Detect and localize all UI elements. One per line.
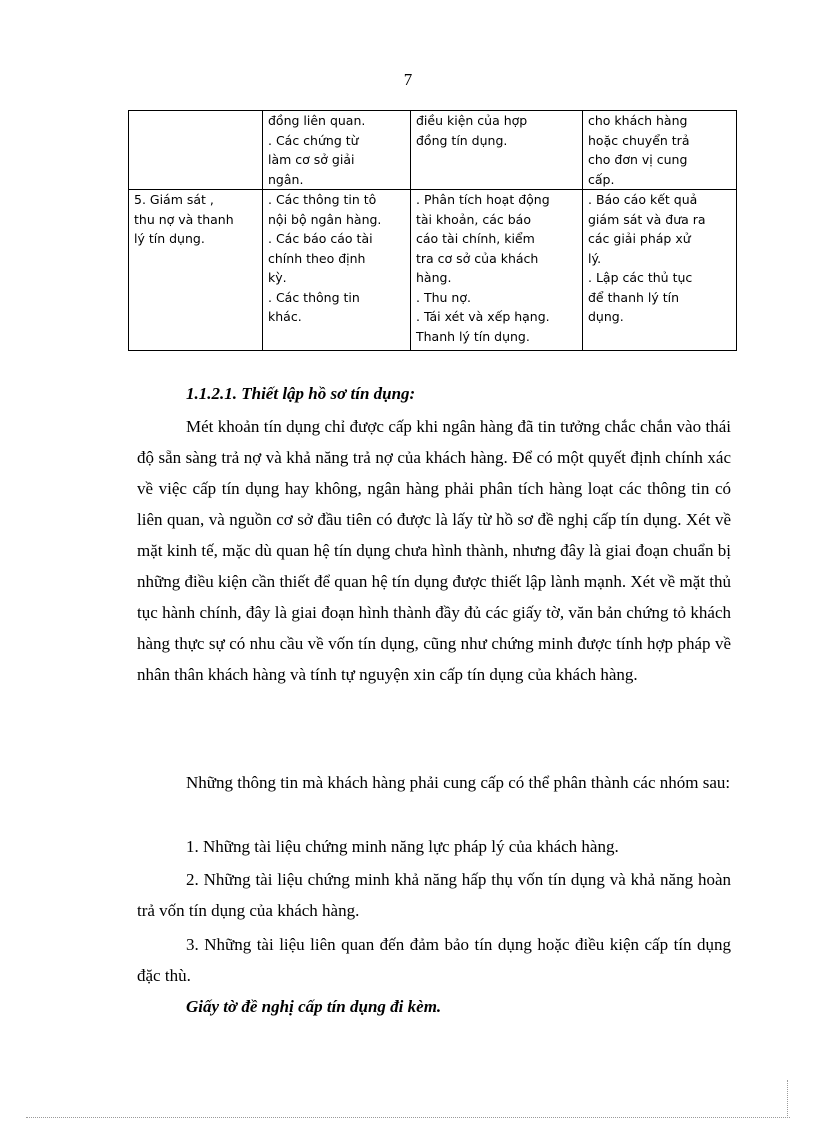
table-cell <box>583 190 737 351</box>
cell-text-line: điều kiện của hợp <box>416 113 528 128</box>
cell-text-line: hàng. <box>416 270 452 285</box>
cell-text-line: chính theo định <box>268 250 366 266</box>
table-cell <box>263 190 411 351</box>
table-row <box>129 190 737 351</box>
cell-text-line: . Các thông tin tô <box>268 192 377 207</box>
list-item-2: 2. Những tài liệu chứng minh khả năng hấp thụ vốn tín dụng và khả năng hoàn trả vốn tín dụng của khách hàng. <box>137 870 731 920</box>
cell-text-line: khác. <box>268 309 302 324</box>
cell-text-line: 5. Giám sát , <box>134 192 214 207</box>
cell-text-line: cho khách hàng <box>588 113 688 128</box>
page-number: 7 <box>403 70 413 89</box>
page-right-border <box>787 1080 788 1118</box>
cell-text-line: cấp. <box>588 171 615 187</box>
cell-text-line: . Các thông tin <box>268 289 360 305</box>
table-cell <box>129 190 263 351</box>
cell-text-line: nội bộ ngân hàng. <box>268 211 382 227</box>
cell-text-line: lý tín dụng. <box>134 231 205 246</box>
cell-text-line: dụng. <box>588 309 624 324</box>
table-cell <box>263 111 411 190</box>
cell-text-line: thu nợ và thanh <box>134 211 234 227</box>
cell-text-line: tài khoản, các báo <box>416 211 531 227</box>
cell-text-line: các giải pháp xử <box>588 231 691 246</box>
cell-text-line: cáo tài chính, kiểm <box>416 231 535 246</box>
cell-text-line: lý. <box>588 250 602 266</box>
cell-text-line: . Thu nợ. <box>416 289 471 305</box>
list-item-1: 1. Những tài liệu chứng minh năng lực pháp lý của khách hàng. <box>186 837 619 856</box>
cell-text-line: giám sát và đưa ra <box>588 211 706 227</box>
paragraph-text: Mét khoản tín dụng chỉ được cấp khi ngân hàng đã tin tưởng chắc chắn vào thái độ sẵn sàng trả nợ và khả năng trả nợ của khách hàng. Để có một quyết định chính xác về việc cấp tín dụng hay không, ngân hàng phải phân tích hàng loạt các thông tin có liên quan, và nguồn cơ sở đầu tiên có được là lấy từ hồ sơ đề nghị cấp tín dụng. Xét về mặt kinh tế, mặc dù quan hệ tín dụng chưa hình thành, nhưng đây là giai đoạn chuẩn bị những điều kiện cần thiết để quan hệ tín dụng được thiết lập lành mạnh. Xét về mặt thủ tục hành chính, đây là giai đoạn hình thành đầy đủ các giấy tờ, văn bản chứng tỏ khách hàng thực sự có nhu cầu về vốn tín dụng, cũng như chứng minh được tính hợp pháp về nhân thân khách hàng và tính tự nguyện xin cấp tín dụng của khách hàng. <box>137 417 731 684</box>
table-cell <box>411 190 583 351</box>
table-cell <box>129 111 263 190</box>
cell-text-line: đồng liên quan. <box>268 113 366 128</box>
cell-text-line: đồng tín dụng. <box>416 132 508 148</box>
cell-text-line: kỳ. <box>268 270 287 285</box>
cell-text-line: Thanh lý tín dụng. <box>416 328 530 344</box>
cell-text-line: tra cơ sở của khách <box>416 250 539 266</box>
credit-process-table <box>128 110 737 351</box>
cell-text-line: . Tái xét và xếp hạng. <box>416 309 550 324</box>
page-bottom-border <box>26 1117 790 1118</box>
cell-text-line: . Các báo cáo tài <box>268 231 373 246</box>
cell-text-line: hoặc chuyển trả <box>588 132 690 148</box>
paragraph-info-groups <box>137 767 731 798</box>
table-cell <box>583 111 737 190</box>
cell-text-line: cho đơn vị cung <box>588 152 688 167</box>
list-item-3: 3. Những tài liệu liên quan đến đảm bảo tín dụng hoặc điều kiện cấp tín dụng đặc thù. <box>137 935 731 985</box>
cell-text-line: ngân. <box>268 171 304 187</box>
cell-text-line: làm cơ sở giải <box>268 152 355 167</box>
table-row <box>129 111 737 190</box>
cell-text-line: để thanh lý tín <box>588 289 680 305</box>
paragraph-text: Những thông tin mà khách hàng phải cung cấp có thể phân thành các nhóm sau: <box>186 773 731 792</box>
paragraph-credit-profile <box>137 411 731 690</box>
attached-documents-heading: Giấy tờ đề nghị cấp tín dụng đi kèm. <box>186 997 442 1016</box>
cell-text-line: . Báo cáo kết quả <box>588 192 698 207</box>
cell-text-line: . Lập các thủ tục <box>588 270 693 285</box>
cell-text-line: . Các chứng từ <box>268 132 359 148</box>
section-heading: 1.1.2.1. Thiết lập hồ sơ tín dụng: <box>186 384 416 403</box>
cell-text-line: . Phân tích hoạt động <box>416 192 550 207</box>
table-cell <box>411 111 583 190</box>
